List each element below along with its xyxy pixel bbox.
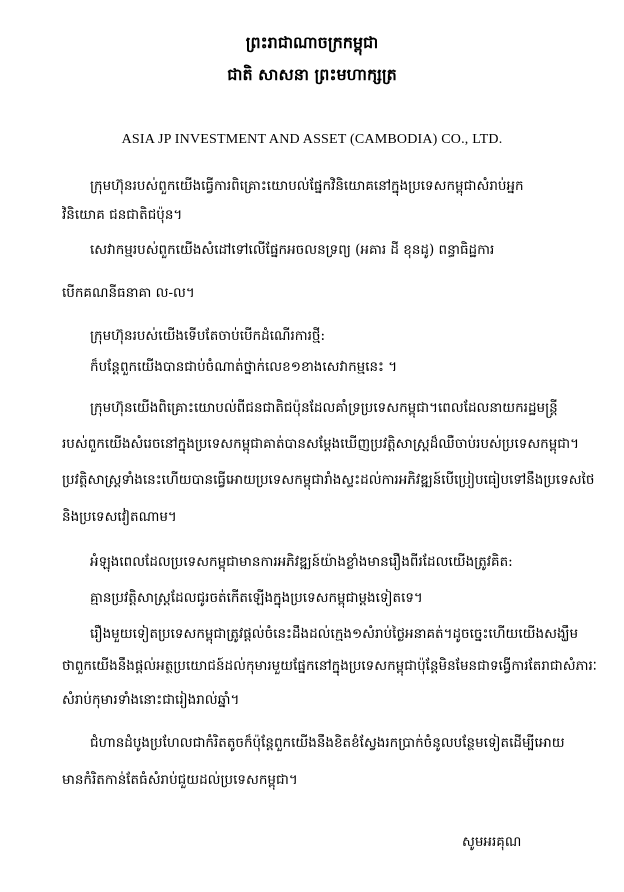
body-line: គ្មានប្រវត្តិសាស្រ្តដែលជូរចត់កើតឡើងក្នុងប្រទេសកម្ពុជាម្តងទៀតទេ។	[90, 590, 423, 606]
closing-thanks: សូមអរគុណ	[462, 834, 522, 850]
body-line: វិនិយោគ ជនជាតិជប៉ុន។	[62, 207, 183, 223]
body-line: មានកំរិតកាន់តែធំសំរាប់ជួយដល់ប្រទេសកម្ពុជា។	[62, 772, 298, 788]
kingdom-heading: ព្រះរាជាណាចក្រកម្ពុជា	[245, 33, 379, 52]
body-line: ប្រវត្តិសាស្រ្តទាំងនេះហើយបានធ្វើអោយប្រទេសកម្ពុជារាំងស្ទះដល់ការអភិវឌ្ឍន៍បើប្រៀបធៀបទៅនឹងប្រទេសថៃ	[62, 472, 595, 488]
body-line: សេវាកម្មរបស់ពួកយើងសំដៅទៅលើផ្នែកអចលនទ្រព្យ (អគារ ដី ខុនដូ) ពន្ធាធិដ្ឋការ	[90, 242, 495, 258]
national-motto: ជាតិ សាសនា ព្រះមហាក្សត្រ	[227, 65, 397, 84]
body-line: ថាពួកយើងនឹងផ្តល់អត្ថប្រយោជន៍ដល់កុមារមួយផ្នែកនៅក្នុងប្រទេសកម្ពុជាប៉ុន្តែមិនមែនជាទង្វើការតែរាជាសំភារៈ	[62, 658, 597, 674]
body-line: សំរាប់កុមារទាំងនោះជារៀងរាល់ឆ្នាំ។	[62, 692, 240, 708]
body-line: ជំហានដំបូងប្រហែលជាកំរិតតូចក៏ប៉ុន្តែពួកយើងនឹងខិតខំស្វែងរកប្រាក់ចំនូលបន្ថែមទៀតដើម្បីអោយ	[90, 735, 565, 751]
body-line: ក៏បន្តែពួកយើងបានជាប់ចំណាត់ថ្នាក់លេខ១ខាងសេវាកម្មនេះ ។	[90, 359, 398, 375]
body-line: របស់ពួកយើងសំរេចនៅក្នុងប្រទេសកម្ពុជាគាត់បានសម្តែងឃើញប្រវត្តិសាស្រ្តដ៏ឈឺចាប់របស់ប្រទេសកម្ពុជា។	[62, 436, 580, 452]
body-line: និងប្រទេសវៀតណាម។	[62, 509, 177, 525]
body-line: ក្រុមហ៊ុនរបស់ពួកយើងធ្វើការពិគ្រោះយោបល់ផ្នែកវិនិយោគនៅក្នុងប្រទេសកម្ពុជាសំរាប់អ្នក	[90, 178, 524, 194]
body-line: ក្រុមហ៊ុនរបស់យើងទើបតែចាប់បើកដំណើរការថ្មី:	[90, 328, 325, 344]
body-line: រឿងមួយទៀតប្រទេសកម្ពុជាត្រូវផ្តល់ចំនេះដឹងដល់ក្មេង១សំរាប់ថ្ងៃអនាគត់។ដូចច្នេះហើយយើងសង្ឃឹម	[90, 626, 579, 642]
body-line: បើកគណនីធនាគា ល-ល។	[62, 285, 195, 301]
company-name: ASIA JP INVESTMENT AND ASSET (CAMBODIA) CO., LTD.	[121, 132, 503, 147]
body-line: អំឡុងពេលដែលប្រទេសកម្ពុជាមានការអភិវឌ្ឍន៍យ៉ាងខ្លាំងមានរឿងពីរដែលយើងត្រូវគិត:	[90, 554, 513, 570]
body-line: ក្រុមហ៊ុនយើងពិគ្រោះយោបល់ពីជនជាតិជប៉ុនដែលគាំទ្រប្រទេសកម្ពុជា។ពេលដែលនាយករដ្ឋមន្រ្តី	[90, 400, 558, 416]
